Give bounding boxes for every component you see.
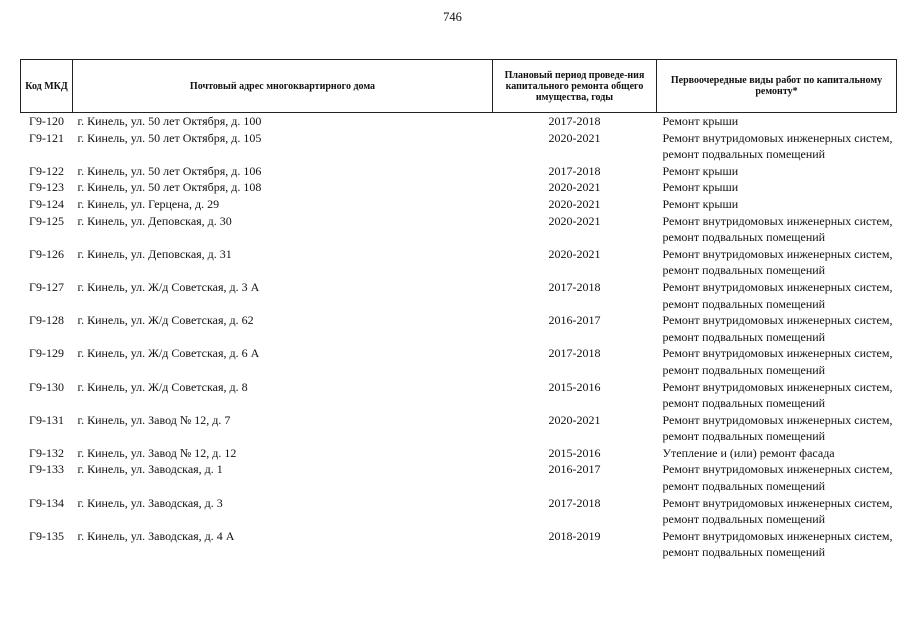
cell-code: Г9-128: [29, 313, 64, 328]
mkd-table: [20, 59, 897, 561]
table-row: [21, 528, 897, 561]
works-line: Утепление и (или) ремонт фасада: [662, 445, 835, 460]
cell-period: 2020-2021: [548, 246, 601, 261]
header-row: [21, 60, 897, 113]
cell-works: [657, 163, 897, 180]
cell-works: [657, 495, 897, 528]
table-row: [21, 213, 897, 246]
cell-address: г. Кинель, ул. 50 лет Октября, д. 108: [77, 180, 262, 195]
cell-works: [657, 379, 897, 412]
works-line: Ремонт внутридомовых инженерных систем,: [662, 528, 893, 543]
cell-period: 2017-2018: [548, 163, 601, 178]
table-row: [21, 130, 897, 163]
works-line: ремонт подвальных помещений: [662, 230, 826, 245]
cell-address: г. Кинель, ул. Герцена, д. 29: [77, 196, 220, 211]
works-line: Ремонт внутридомовых инженерных систем,: [662, 279, 893, 294]
works-line: Ремонт внутридомовых инженерных систем,: [662, 462, 893, 477]
cell-period: 2016-2017: [548, 313, 601, 328]
cell-code: Г9-124: [29, 196, 64, 211]
cell-address: г. Кинель, ул. Завод № 12, д. 12: [77, 445, 237, 460]
cell-works: [657, 412, 897, 445]
cell-code: Г9-122: [29, 163, 64, 178]
cell-address: г. Кинель, ул. Завод № 12, д. 7: [77, 412, 231, 427]
table-row: [21, 345, 897, 378]
cell-works: [657, 179, 897, 196]
works-line: Ремонт внутридомовых инженерных систем,: [662, 246, 893, 261]
works-line: Ремонт внутридомовых инженерных систем,: [662, 130, 893, 145]
works-line: Ремонт крыши: [662, 196, 739, 211]
table-row: [21, 412, 897, 445]
cell-code: Г9-127: [29, 279, 64, 294]
cell-code: Г9-129: [29, 346, 64, 361]
cell-period: 2016-2017: [548, 462, 601, 477]
page-number: 746: [443, 10, 462, 24]
cell-code: Г9-130: [29, 379, 64, 394]
table-row: [21, 196, 897, 213]
works-line: ремонт подвальных помещений: [662, 512, 826, 527]
table-row: [21, 279, 897, 312]
cell-works: [657, 279, 897, 312]
cell-address: г. Кинель, ул. Заводская, д. 3: [77, 495, 223, 510]
cell-address: г. Кинель, ул. Ж/д Советская, д. 62: [77, 313, 254, 328]
table-row: [21, 461, 897, 494]
table-row: [21, 163, 897, 180]
table-row: [21, 445, 897, 462]
cell-period: 2015-2016: [548, 445, 601, 460]
table-row: [21, 113, 897, 130]
cell-period: 2020-2021: [548, 412, 601, 427]
header-code: Код МКД: [21, 60, 73, 113]
table-row: [21, 312, 897, 345]
cell-address: г. Кинель, ул. Ж/д Советская, д. 6 А: [77, 346, 260, 361]
works-line: Ремонт внутридомовых инженерных систем,: [662, 412, 893, 427]
cell-period: 2017-2018: [548, 495, 601, 510]
works-line: ремонт подвальных помещений: [662, 429, 826, 444]
header-works: Первоочередные виды работ по капитальному ремонту*: [657, 60, 897, 113]
cell-address: г. Кинель, ул. Деповская, д. 30: [77, 213, 232, 228]
cell-code: Г9-123: [29, 180, 64, 195]
table-body: [21, 113, 897, 562]
works-line: Ремонт внутридомовых инженерных систем,: [662, 379, 893, 394]
table-header: [21, 60, 897, 113]
cell-works: [657, 246, 897, 279]
works-line: Ремонт крыши: [662, 180, 739, 195]
cell-period: 2015-2016: [548, 379, 601, 394]
cell-code: Г9-121: [29, 130, 64, 145]
cell-period: 2020-2021: [548, 213, 601, 228]
cell-period: 2017-2018: [548, 114, 601, 128]
cell-works: [657, 445, 897, 462]
works-line: Ремонт внутридомовых инженерных систем,: [662, 495, 893, 510]
works-line: ремонт подвальных помещений: [662, 263, 826, 278]
cell-code: Г9-134: [29, 495, 64, 510]
header-address: Почтовый адрес многоквартирного дома: [73, 60, 493, 113]
cell-code: Г9-135: [29, 528, 64, 543]
works-line: Ремонт внутридомовых инженерных систем,: [662, 213, 893, 228]
table-row: [21, 179, 897, 196]
cell-address: г. Кинель, ул. Ж/д Советская, д. 3 А: [77, 279, 260, 294]
works-line: Ремонт внутридомовых инженерных систем,: [662, 346, 893, 361]
works-line: ремонт подвальных помещений: [662, 362, 826, 377]
cell-works: [657, 345, 897, 378]
cell-period: 2020-2021: [548, 180, 601, 195]
cell-period: 2018-2019: [548, 528, 601, 543]
cell-code: Г9-131: [29, 412, 64, 427]
cell-address: г. Кинель, ул. 50 лет Октября, д. 100: [77, 114, 262, 128]
cell-period: 2020-2021: [548, 130, 601, 145]
cell-code: Г9-125: [29, 213, 64, 228]
cell-works: [657, 130, 897, 163]
works-line: Ремонт крыши: [662, 114, 739, 128]
works-line: ремонт подвальных помещений: [662, 329, 826, 344]
cell-address: г. Кинель, ул. Деповская, д. 31: [77, 246, 232, 261]
cell-works: [657, 312, 897, 345]
cell-works: [657, 461, 897, 494]
cell-period: 2020-2021: [548, 196, 601, 211]
table-row: [21, 495, 897, 528]
works-line: Ремонт внутридомовых инженерных систем,: [662, 313, 893, 328]
cell-period: 2017-2018: [548, 346, 601, 361]
cell-address: г. Кинель, ул. 50 лет Октября, д. 106: [77, 163, 262, 178]
header-period: Плановый период проведе-ния капитального ремонта общего имущества, годы: [493, 60, 657, 113]
table-row: [21, 379, 897, 412]
cell-address: г. Кинель, ул. Заводская, д. 4 А: [77, 528, 235, 543]
cell-works: [657, 213, 897, 246]
cell-period: 2017-2018: [548, 279, 601, 294]
works-line: ремонт подвальных помещений: [662, 479, 826, 494]
cell-works: [657, 113, 897, 130]
cell-works: [657, 196, 897, 213]
cell-address: г. Кинель, ул. Ж/д Советская, д. 8: [77, 379, 248, 394]
cell-code: Г9-126: [29, 246, 64, 261]
works-line: Ремонт крыши: [662, 163, 739, 178]
works-line: ремонт подвальных помещений: [662, 296, 826, 311]
works-line: ремонт подвальных помещений: [662, 396, 826, 411]
cell-code: Г9-132: [29, 445, 64, 460]
works-line: ремонт подвальных помещений: [662, 545, 826, 560]
works-line: ремонт подвальных помещений: [662, 147, 826, 162]
cell-code: Г9-133: [29, 462, 64, 477]
cell-works: [657, 528, 897, 561]
cell-code: Г9-120: [29, 114, 64, 128]
cell-address: г. Кинель, ул. 50 лет Октября, д. 105: [77, 130, 262, 145]
table-row: [21, 246, 897, 279]
cell-address: г. Кинель, ул. Заводская, д. 1: [77, 462, 223, 477]
